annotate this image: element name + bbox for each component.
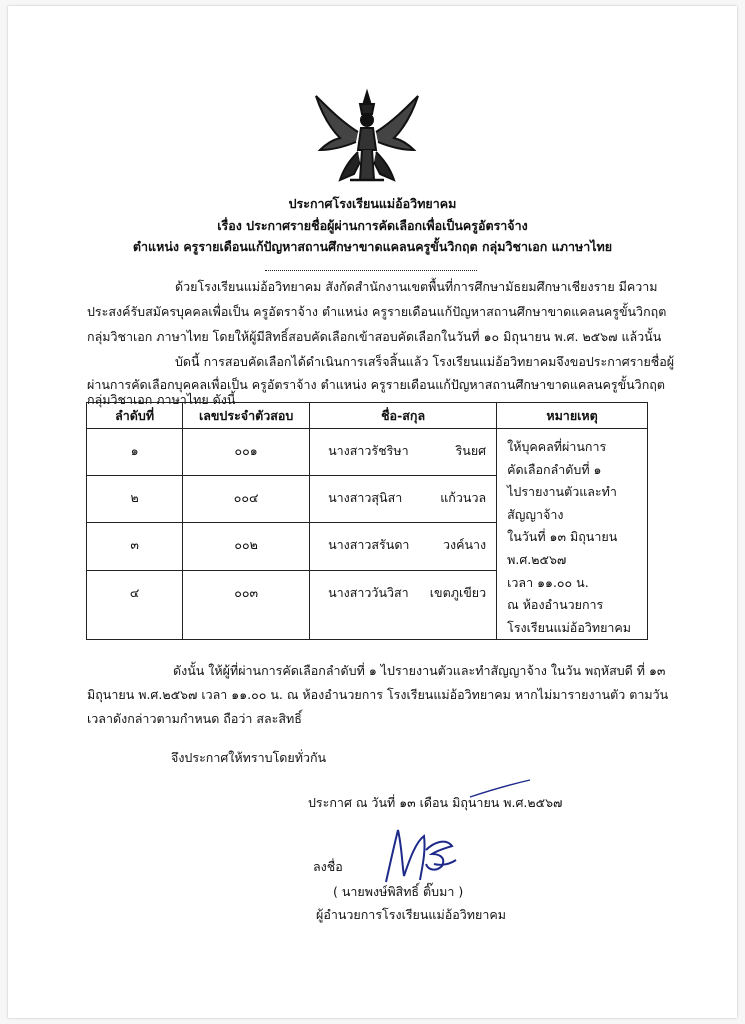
surname: เขตภูเขียว [429,584,487,600]
document-page [8,6,737,1018]
first-name: นางสาวสุนิสา [328,490,403,506]
order-cell: ๒ [87,476,183,523]
remark-line: คัดเลือกลำดับที่ ๑ [507,461,602,477]
name-cell [310,476,497,523]
surname: วงค์นาง [442,537,487,553]
remark-line: เวลา ๑๑.๐๐ น. [507,574,589,590]
name-cell [310,429,497,476]
column-header-name: ชื่อ-สกุล [310,403,497,429]
announcement-position: ตำแหน่ง ครูรายเดือนแก้ปัญหาสถานศึกษาขาดแคลนครูขั้นวิกฤต กลุ่มวิชาเอก แภาษาไทย [132,239,613,254]
results-table [86,402,648,640]
name-cell [310,523,497,570]
exam-id-cell: ๐๐๒ [183,523,310,570]
paragraph-3-line-2: มิถุนายน พ.ศ.๒๕๖๗ เวลา ๑๑.๐๐ น. ณ ห้องอำนวยการ โรงเรียนแม่อ้อวิทยาคม หากไม่มารายงานตัว ตามวัน [87,687,669,702]
paragraph-2-line-3: กลุ่มวิชาเอก ภาษาไทย ดังนี้ [87,392,236,407]
paragraph-3-line-3: เวลาดังกล่าวตามกำหนด ถือว่า สละสิทธิ์ [87,711,302,726]
remark-line: ณ ห้องอำนวยการ [507,597,604,613]
remark-line: ในวันที่ ๑๓ มิถุนายน [507,529,618,545]
sign-label: ลงชื่อ [313,859,343,874]
column-header-remark: หมายเหตุ [497,403,648,429]
paragraph-1-line-1: ด้วยโรงเรียนแม่อ้อวิทยาคม สังกัดสำนักงานเขตพื้นที่การศึกษามัธยมศึกษาเชียงราย มีความ [175,279,658,294]
announcement-title: ประกาศโรงเรียนแม่อ้อวิทยาคม [288,196,457,211]
order-cell: ๓ [87,523,183,570]
remark-cell [497,429,648,640]
exam-id-cell: ๐๐๔ [183,476,310,523]
paragraph-2-line-2: ผ่านการคัดเลือกบุคคลเพื่อเป็น ครูอัตราจ้าง ตำแหน่ง ครูรายเดือนแก้ปัญหาสถานศึกษาขาดแคลนครูขั้นวิกฤต [87,377,665,392]
exam-id-cell: ๐๐๑ [183,429,310,476]
name-cell [310,570,497,640]
announcement-closing: จึงประกาศให้ทราบโดยทั่วกัน [171,750,327,765]
remark-line: โรงเรียนแม่อ้อวิทยาคม [507,619,632,635]
paragraph-3-line-1: ดังนั้น ให้ผู้ที่ผ่านการคัดเลือกลำดับที่ ๑ ไปรายงานตัวและทำสัญญาจ้าง ในวัน พฤหัสบดี ที่ ๑๓ [173,663,666,678]
announcement-subject: เรื่อง ประกาศรายชื่อผู้ผ่านการคัดเลือกเพื่อเป็นครูอัตราจ้าง [217,218,528,233]
column-header-order: ลำดับที่ [87,403,183,429]
first-name: นางสาววันวิสา [328,584,409,600]
remark-line: ไปรายงานตัวและทำ [507,484,617,500]
paragraph-1-line-2: ประสงค์รับสมัครบุคคลเพื่อเป็น ครูอัตราจ้าง ตำแหน่ง ครูรายเดือนแก้ปัญหาสถานศึกษาขาดแคลนครูขั้นวิกฤต [87,304,667,319]
first-name: นางสาวสรันดา [328,537,410,553]
paragraph-2-line-1: บัดนี้ การสอบคัดเลือกได้ดำเนินการเสร็จสิ้นแล้ว โรงเรียนแม่อ้อวิทยาคมจึงขอประกาศรายชื่อผู้ [175,354,675,369]
order-cell: ๑ [87,429,183,476]
garuda-emblem-icon [310,88,424,188]
remark-line: สัญญาจ้าง [507,506,564,522]
signatory-name: ( นายพงษ์พิสิทธิ์ ติ๊บมา ) [333,884,464,899]
dotted-divider [265,270,477,271]
column-header-exam-id: เลขประจำตัวสอบ [183,403,310,429]
remark-line: พ.ศ.๒๕๖๗ [507,551,567,567]
handwritten-signature [376,824,466,886]
announcement-date: ประกาศ ณ วันที่ ๑๓ เดือน มิถุนายน พ.ศ.๒๕๖๗ [308,795,563,810]
remark-line: ให้บุคคลที่ผ่านการ [507,439,607,454]
table-row [87,429,648,476]
table-header-row [87,403,648,429]
order-cell: ๔ [87,570,183,640]
surname: รินยศ [455,443,487,458]
signatory-position: ผู้อำนวยการโรงเรียนแม่อ้อวิทยาคม [316,907,506,922]
surname: แก้วนวล [440,490,487,506]
first-name: นางสาวรัชริษา [328,443,409,458]
exam-id-cell: ๐๐๓ [183,570,310,640]
paragraph-1-line-3: กลุ่มวิชาเอก ภาษาไทย โดยให้ผู้มีสิทธิ์สอบคัดเลือกเข้าสอบคัดเลือกในวันที่ ๑๐ มิถุนายน พ.ศ. ๒๕๖๗ แล้วนั้น [87,329,662,344]
